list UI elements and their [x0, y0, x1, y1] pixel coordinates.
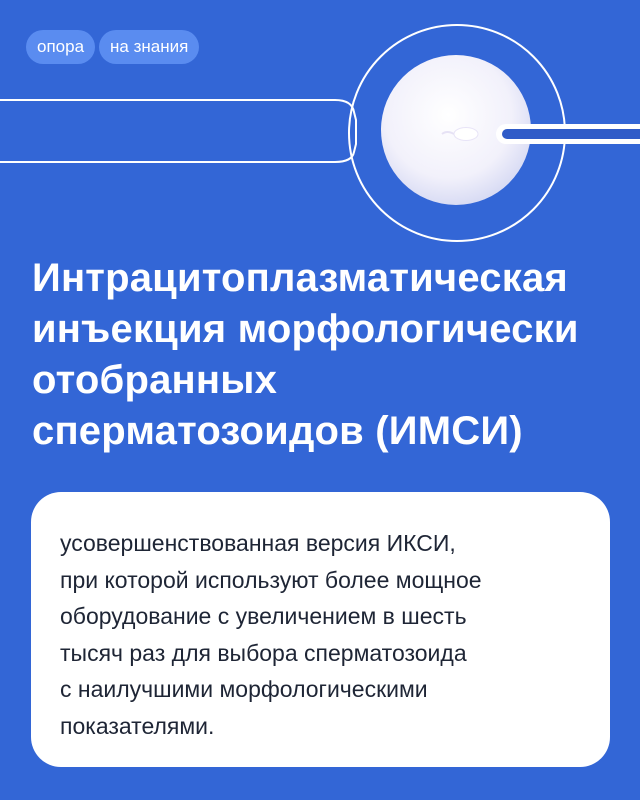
page-title [32, 253, 622, 457]
description-line-3: оборудование с увеличением в шесть [60, 603, 467, 629]
title-line-1: Интрацитоплазматическая [32, 256, 568, 300]
logo-word-2: на знания [99, 30, 199, 64]
description-card [31, 492, 610, 767]
logo-word-1: опора [26, 30, 95, 64]
description-line-6: показателями. [60, 712, 215, 739]
description-line-4: тысяч раз для выбора сперматозоида [60, 639, 467, 666]
description-line-1: усовершенствованная версия ИКСИ, [60, 530, 456, 556]
title-line-3: отобранных [32, 358, 278, 402]
description-line-5: с наилучшими морфологическими [60, 676, 428, 702]
description-line-2: при которой используют более мощное [60, 566, 482, 593]
description-text [60, 525, 590, 744]
holding-pipette-icon [0, 100, 356, 162]
icsi-illustration [0, 0, 640, 250]
title-line-4: сперматозоидов (ИМСИ) [32, 409, 523, 453]
sperm-head-icon [454, 128, 478, 141]
title-line-2: инъекция морфологически [32, 307, 579, 351]
micropipette-icon [496, 124, 640, 144]
